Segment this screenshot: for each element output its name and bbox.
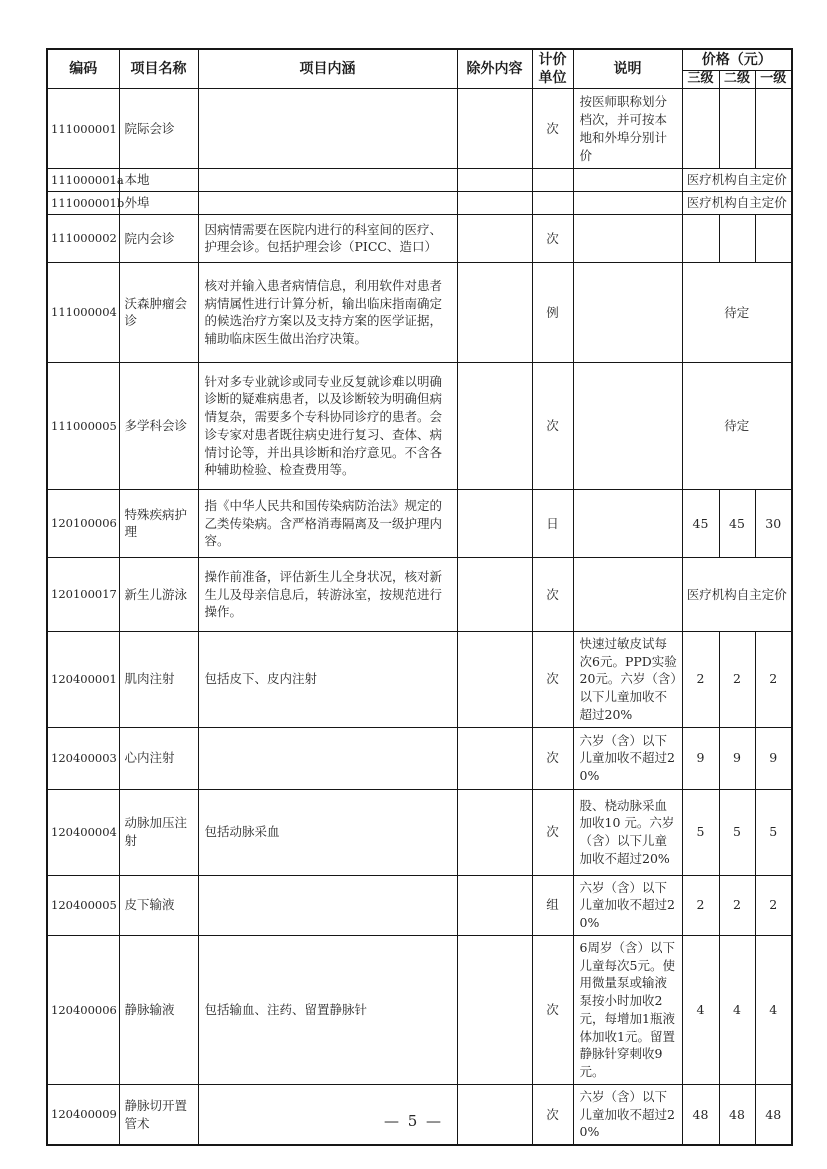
- cell-note: 六岁（含）以下儿童加收不超过20%: [573, 1084, 682, 1145]
- cell-name: 院内会诊: [119, 214, 198, 262]
- cell-excluded: [457, 935, 532, 1084]
- header-price-level3: 三级: [682, 71, 719, 89]
- cell-unit: [532, 169, 573, 192]
- cell-price-level2: 2: [719, 875, 755, 935]
- cell-name: 皮下输液: [119, 875, 198, 935]
- cell-unit: 组: [532, 875, 573, 935]
- cell-code: 111000001: [47, 89, 119, 169]
- cell-excluded: [457, 262, 532, 362]
- header-note: 说明: [573, 49, 682, 89]
- header-price-level2: 二级: [719, 71, 755, 89]
- cell-price-level1: 4: [755, 935, 792, 1084]
- cell-name: 本地: [119, 169, 198, 192]
- cell-name: 心内注射: [119, 727, 198, 789]
- cell-unit: 次: [532, 1084, 573, 1145]
- cell-note: 按医师职称划分档次，并可按本地和外埠分别计价: [573, 89, 682, 169]
- cell-note: 股、桡动脉采血加收10 元。六岁（含）以下儿童加收不超过20%: [573, 789, 682, 875]
- cell-price-level1: 2: [755, 875, 792, 935]
- cell-price-level2: 5: [719, 789, 755, 875]
- cell-price-level3: 2: [682, 631, 719, 727]
- cell-excluded: [457, 214, 532, 262]
- cell-excluded: [457, 789, 532, 875]
- cell-note: 六岁（含）以下儿童加收不超过20%: [573, 875, 682, 935]
- cell-unit: 例: [532, 262, 573, 362]
- cell-note: [573, 489, 682, 557]
- cell-price-level1: 9: [755, 727, 792, 789]
- table-row: [47, 262, 792, 362]
- cell-content: 操作前准备，评估新生儿全身状况，核对新生儿及母亲信息后，转游泳室，按规范进行操作。: [198, 557, 457, 631]
- table-row: [47, 214, 792, 262]
- cell-content: [198, 192, 457, 215]
- cell-price-level2: 45: [719, 489, 755, 557]
- cell-excluded: [457, 489, 532, 557]
- cell-price-level1: [755, 89, 792, 169]
- cell-note: [573, 169, 682, 192]
- table-row: [47, 631, 792, 727]
- cell-note: 6周岁（含）以下儿童每次5元。使用微量泵或输液泵按小时加收2元，每增加1瓶液体加收1元。留置静脉针穿刺收9元。: [573, 935, 682, 1084]
- cell-price-level1: [755, 214, 792, 262]
- cell-unit: 次: [532, 727, 573, 789]
- cell-code: 120400009: [47, 1084, 119, 1145]
- cell-name: 静脉输液: [119, 935, 198, 1084]
- cell-content: 核对并输入患者病情信息，利用软件对患者病情属性进行计算分析，输出临床指南确定的候选治疗方案以及支持方案的医学证据，辅助临床医生做出治疗决策。: [198, 262, 457, 362]
- cell-note: [573, 214, 682, 262]
- cell-name: 特殊疾病护理: [119, 489, 198, 557]
- table-row: [47, 789, 792, 875]
- cell-excluded: [457, 557, 532, 631]
- cell-name: 外埠: [119, 192, 198, 215]
- table-body: [47, 89, 792, 1145]
- page-number: — 5 —: [383, 1112, 444, 1130]
- table-row: [47, 489, 792, 557]
- header-price-level1: 一级: [755, 71, 792, 89]
- cell-note: 六岁（含）以下儿童加收不超过20%: [573, 727, 682, 789]
- cell-note: 快速过敏皮试每次6元。PPD实验20元。六岁（含）以下儿童加收不超过20%: [573, 631, 682, 727]
- cell-content: 因病情需要在医院内进行的科室间的医疗、护理会诊。包括护理会诊（PICC、造口）: [198, 214, 457, 262]
- table-row: [47, 557, 792, 631]
- cell-unit: 次: [532, 789, 573, 875]
- cell-note: [573, 262, 682, 362]
- table-header: [47, 49, 792, 89]
- cell-code: 120400006: [47, 935, 119, 1084]
- cell-code: 111000004: [47, 262, 119, 362]
- cell-name: 多学科会诊: [119, 362, 198, 489]
- cell-content: 针对多专业就诊或同专业反复就诊难以明确诊断的疑难病患者，以及诊断较为明确但病情复杂，需要多个专科协同诊疗的患者。会诊专家对患者既往病史进行复习、查体、病情讨论等，并出具诊断和治疗意见。不含各种辅助检验、检查费用等。: [198, 362, 457, 489]
- cell-name: 肌肉注射: [119, 631, 198, 727]
- header-excluded: 除外内容: [457, 49, 532, 89]
- cell-code: 111000001a: [47, 169, 119, 192]
- cell-name: 静脉切开置管术: [119, 1084, 198, 1145]
- cell-price-merged: 医疗机构自主定价: [682, 192, 792, 215]
- cell-code: 120400005: [47, 875, 119, 935]
- cell-code: 120100006: [47, 489, 119, 557]
- cell-unit: 次: [532, 214, 573, 262]
- cell-code: 111000002: [47, 214, 119, 262]
- price-table: [46, 48, 793, 1146]
- table-row: [47, 935, 792, 1084]
- cell-price-level2: 4: [719, 935, 755, 1084]
- cell-content: 包括动脉采血: [198, 789, 457, 875]
- table-row: [47, 89, 792, 169]
- cell-price-level1: 48: [755, 1084, 792, 1145]
- cell-unit: 次: [532, 631, 573, 727]
- table-row: [47, 169, 792, 192]
- cell-excluded: [457, 89, 532, 169]
- cell-price-level2: 2: [719, 631, 755, 727]
- cell-code: 111000005: [47, 362, 119, 489]
- cell-name: 院际会诊: [119, 89, 198, 169]
- cell-price-level2: 9: [719, 727, 755, 789]
- cell-excluded: [457, 875, 532, 935]
- cell-unit: 次: [532, 89, 573, 169]
- cell-price-level2: 48: [719, 1084, 755, 1145]
- table-row: [47, 875, 792, 935]
- cell-price-level1: 30: [755, 489, 792, 557]
- cell-name: 沃森肿瘤会诊: [119, 262, 198, 362]
- cell-price-level3: 2: [682, 875, 719, 935]
- cell-price-level2: [719, 214, 755, 262]
- header-price-group: 价格（元）: [682, 49, 792, 71]
- cell-excluded: [457, 727, 532, 789]
- cell-code: 120400004: [47, 789, 119, 875]
- cell-price-level3: 9: [682, 727, 719, 789]
- header-unit: 计价单位: [532, 49, 573, 89]
- cell-code: 120100017: [47, 557, 119, 631]
- cell-price-level3: 48: [682, 1084, 719, 1145]
- cell-name: 新生儿游泳: [119, 557, 198, 631]
- header-content: 项目内涵: [198, 49, 457, 89]
- cell-unit: [532, 192, 573, 215]
- cell-content: [198, 89, 457, 169]
- cell-note: [573, 557, 682, 631]
- table-row: [47, 362, 792, 489]
- table-row: [47, 192, 792, 215]
- cell-unit: 次: [532, 935, 573, 1084]
- header-name: 项目名称: [119, 49, 198, 89]
- cell-code: 120400003: [47, 727, 119, 789]
- cell-price-level3: 5: [682, 789, 719, 875]
- cell-price-level1: 2: [755, 631, 792, 727]
- cell-price-level2: [719, 89, 755, 169]
- cell-code: 111000001b: [47, 192, 119, 215]
- cell-content: 指《中华人民共和国传染病防治法》规定的乙类传染病。含严格消毒隔离及一级护理内容。: [198, 489, 457, 557]
- cell-content: [198, 875, 457, 935]
- cell-price-merged: 医疗机构自主定价: [682, 169, 792, 192]
- cell-code: 120400001: [47, 631, 119, 727]
- cell-content: 包括皮下、皮内注射: [198, 631, 457, 727]
- cell-excluded: [457, 631, 532, 727]
- cell-unit: 次: [532, 557, 573, 631]
- cell-price-merged: 待定: [682, 262, 792, 362]
- cell-excluded: [457, 362, 532, 489]
- table-row: [47, 727, 792, 789]
- header-code: 编码: [47, 49, 119, 89]
- cell-price-merged: 待定: [682, 362, 792, 489]
- cell-price-level3: 45: [682, 489, 719, 557]
- cell-unit: 次: [532, 362, 573, 489]
- cell-price-level1: 5: [755, 789, 792, 875]
- cell-price-level3: [682, 89, 719, 169]
- cell-price-level3: [682, 214, 719, 262]
- cell-name: 动脉加压注射: [119, 789, 198, 875]
- cell-price-merged: 医疗机构自主定价: [682, 557, 792, 631]
- cell-content: [198, 727, 457, 789]
- cell-note: [573, 192, 682, 215]
- cell-excluded: [457, 192, 532, 215]
- cell-price-level3: 4: [682, 935, 719, 1084]
- cell-content: 包括输血、注药、留置静脉针: [198, 935, 457, 1084]
- cell-excluded: [457, 169, 532, 192]
- cell-note: [573, 362, 682, 489]
- cell-content: [198, 169, 457, 192]
- cell-unit: 日: [532, 489, 573, 557]
